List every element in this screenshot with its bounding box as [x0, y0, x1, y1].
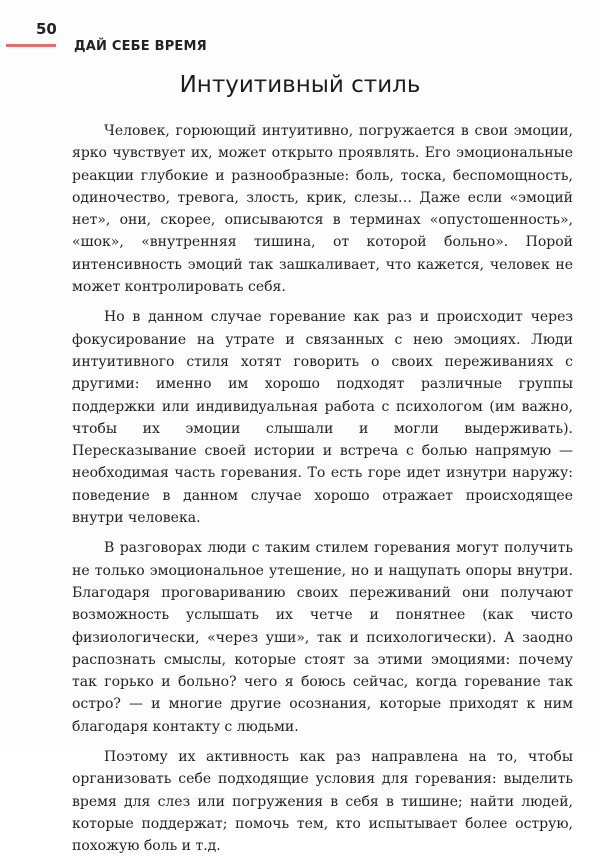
paragraph: В разговорах люди с таким стилем горевания могут получить не только эмоциональное утешение, но и нащупать опоры внутри. Благодаря проговариванию своих переживаний они получают возможность услышать их четче и понятнее (как чисто физиологически, «через уши», так и психологически). А заодно распознать смыслы, которые стоят за этими эмоциями: почему так горько и больно? чего я боюсь сейчас, когда горевание так остро? — и многие другие осознания, которые приходят к ним благодаря контакту с людьми. [72, 540, 573, 735]
page-marker-decoration [6, 44, 56, 47]
paragraph: Поэтому их активность как раз направлена на то, чтобы организовать себе подходящие условия для горевания: выделить время для слез или погружения в себя в тишине; найти людей, которые поддержат; помочь тем, кто испытывает более острую, похожую боль и т.д. [72, 749, 573, 855]
paragraph: Человек, горюющий интуитивно, погружается в свои эмоции, ярко чувствует их, может открыто проявлять. Его эмоциональные реакции глубокие и разнообразные: боль, тоска, беспомощность, одиночество, тревога, злость, крик, слезы… Даже если «эмоций нет», они, скорее, описываются в терминах «опустошенность», «шок», «внутренняя тишина, от которой больно». Порой интенсивность эмоций так зашкаливает, что кажется, человек не может контролировать себя. [72, 123, 573, 296]
running-head [0, 18, 600, 58]
body-text [72, 120, 573, 866]
paragraph: Но в данном случае горевание как раз и происходит через фокусирование на утрате и связанных с нею эмоциях. Люди интуитивного стиля хотят говорить о своих переживаниях с другими: именно им хорошо подходят различные группы поддержки или индивидуальная работа с психологом (им важно, чтобы их эмоции слышали и могли выдерживать). Пересказывание своей истории и встреча с болью напрямую — необходимая часть горевания. То есть горе идет изнутри наружу: поведение в данном случае хорошо отражает происходящее внутри человека. [72, 309, 573, 527]
chapter-title: Интуитивный стиль [179, 72, 421, 98]
page-number: 50 [36, 20, 57, 38]
book-title: ДАЙ СЕБЕ ВРЕМЯ [74, 39, 207, 54]
